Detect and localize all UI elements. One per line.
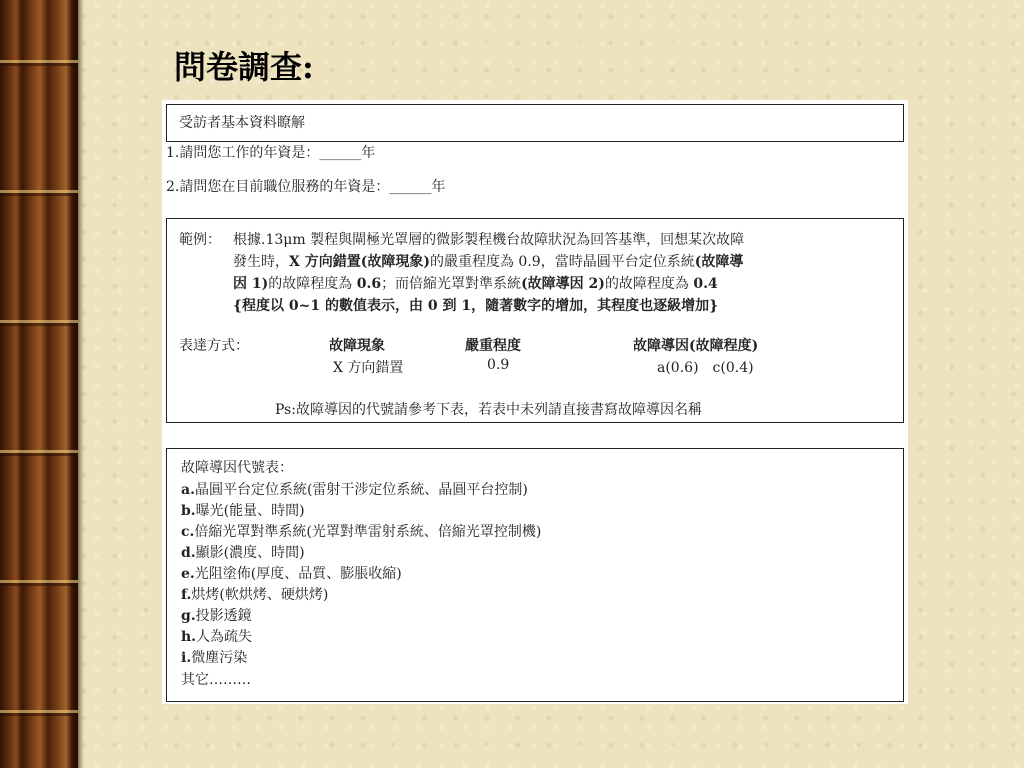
example-line-2 [233,251,743,271]
example-line-3-e: (故障導因 2) [521,276,605,292]
slide-title: 問卷調查: [174,48,314,86]
column-symptom: 故障現象 [329,338,385,354]
example-line-3-c: 0.6 [356,276,382,292]
cause-code-item: b.曝光(能量、時間) [181,503,305,519]
questionnaire-sheet [162,100,908,704]
example-line-3-b: 的故障程度為 [268,276,357,292]
cause-code-table [166,448,904,702]
ps-note: Ps:故障導因的代號請參考下表，若表中未列請直接書寫故障導因名稱 [275,402,702,418]
example-line-3-g: 0.4 [693,276,718,292]
example-line-3-a: 因 1) [233,276,269,292]
basic-info-header: 受訪者基本資料瞭解 [179,115,305,131]
example-line-2-a: 發生時， [233,254,289,270]
bamboo-border [0,0,78,768]
example-line-3-f: 的故障程度為 [604,276,694,292]
cause-code-item: a.晶圓平台定位系統(雷射干涉定位系統、晶圓平台控制) [181,482,528,498]
example-line-2-b: X 方向錯置(故障現象) [289,254,430,270]
value-cause: a(0.6) c(0.4) [657,360,754,376]
express-label: 表達方式： [179,338,249,354]
cause-code-header: 故障導因代號表： [181,460,293,476]
cause-code-item: e.光阻塗佈(厚度、品質、膨脹收縮) [181,566,402,582]
cause-code-item: g.投影透鏡 [181,608,252,624]
cause-code-item: f.烘烤(軟烘烤、硬烘烤) [181,587,329,603]
cause-code-item: d.顯影(濃度、時間) [181,545,305,561]
example-line-4: {程度以 0~1 的數值表示，由 0 到 1，隨著數字的增加，其程度也逐級增加} [233,298,719,314]
column-severity: 嚴重程度 [465,338,521,354]
example-line-3-d: ；而倍縮光罩對準系統 [381,276,522,292]
cause-code-other: 其它……… [181,672,251,688]
example-label: 範例： [179,232,221,248]
example-line-3 [233,273,718,293]
question-1: 1.請問您工作的年資是：______年 [166,145,376,161]
example-line-2-d: (故障導 [694,254,744,270]
column-cause: 故障導因(故障程度) [633,338,759,354]
cause-code-item: c.倍縮光罩對準系統(光罩對準雷射系統、倍縮光罩控制機) [181,524,542,540]
cause-code-item: h.人為疏失 [181,629,253,645]
question-2: 2.請問您在目前職位服務的年資是：______年 [166,179,446,195]
example-line-2-c: 的嚴重程度為 0.9，當時晶圓平台定位系統 [429,254,695,270]
basic-info-header-box [166,104,904,142]
cause-code-item: i.微塵污染 [181,650,248,666]
bamboo-shadow [78,0,84,768]
value-symptom: X 方向錯置 [333,360,404,376]
value-severity: 0.9 [487,357,510,373]
example-line-1: 根據.13μm 製程與閘極光罩層的微影製程機台故障狀況為回答基準，回想某次故障 [233,232,745,248]
example-box [166,218,904,423]
